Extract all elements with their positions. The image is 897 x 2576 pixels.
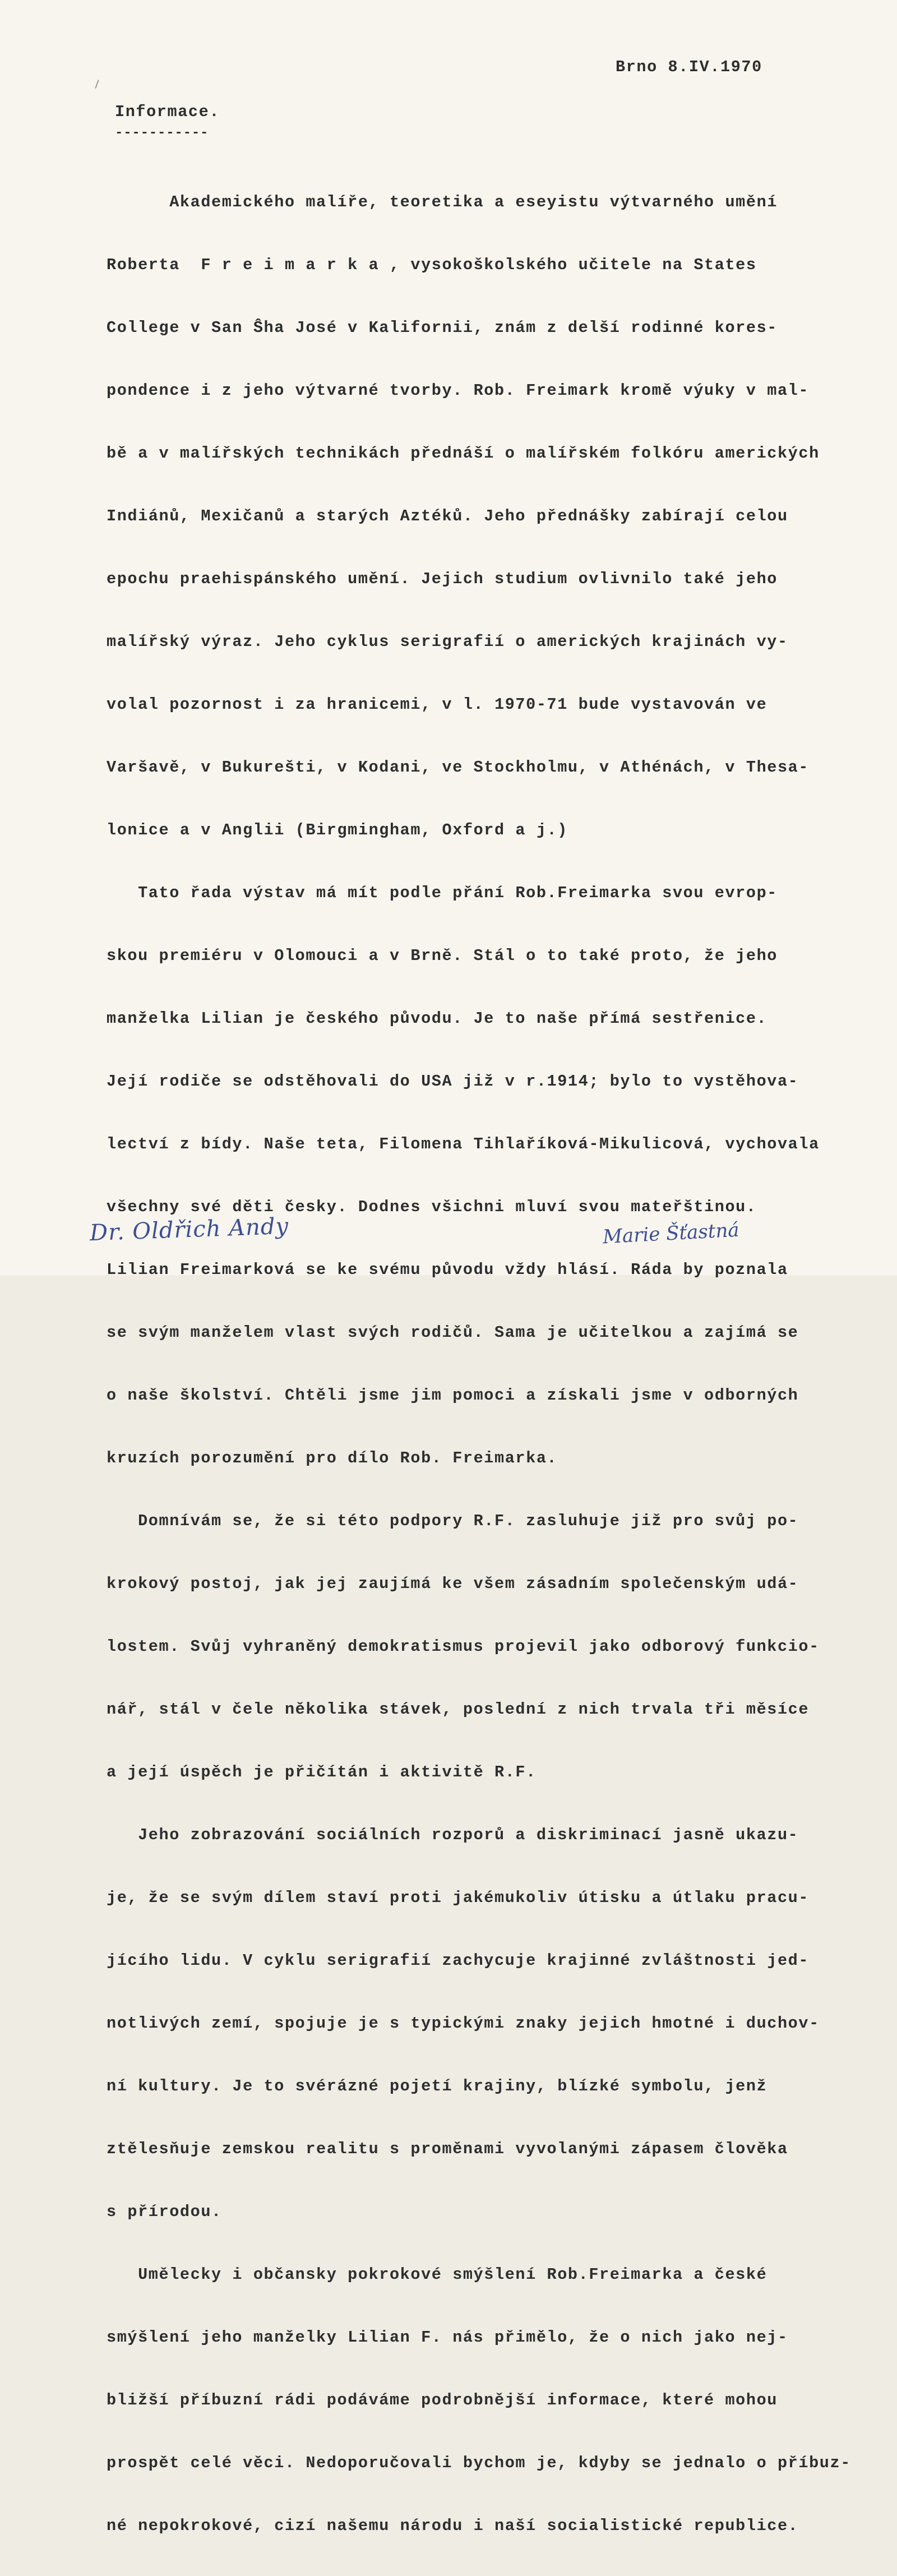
body-line: Umělecky i občansky pokrokové smýšlení Rob.Freimarka a české bbox=[107, 2265, 767, 2284]
body-line: a její úspěch je přičítán i aktivitě R.F. bbox=[107, 1763, 537, 1781]
body-line: ní kultury. Je to svérázné pojetí krajiny, blízké symbolu, jenž bbox=[107, 2077, 767, 2095]
body-line: volal pozornost i za hranicemi, v l. 1970-71 bude vystavován ve bbox=[107, 695, 767, 714]
body-line: krokový postoj, jak jej zaujímá ke všem zásadním společenským udá- bbox=[107, 1575, 799, 1593]
body-line: prospět celé věci. Nedoporučovali bychom je, kdyby se jednalo o příbuz- bbox=[107, 2454, 851, 2472]
body-line: Roberta F r e i m a r k a , vysokoškolského učitele na States bbox=[107, 256, 757, 274]
body-line: smýšlení jeho manželky Lilian F. nás přimělo, že o nich jako nej- bbox=[107, 2328, 788, 2347]
body-line: se svým manželem vlast svých rodičů. Sama je učitelkou a zajímá se bbox=[107, 1323, 799, 1342]
body-line: Jeho zobrazování sociálních rozporů a diskriminací jasně ukazu- bbox=[107, 1826, 799, 1844]
body-line: Akademického malíře, teoretika a eseyistu výtvarného umění bbox=[107, 193, 778, 211]
body-line: bě a v malířských technikách přednáší o malířském folkóru amerických bbox=[107, 444, 820, 463]
body-line: o naše školství. Chtěli jsme jim pomoci a získali jsme v odborných bbox=[107, 1386, 799, 1405]
body-line: skou premiéru v Olomouci a v Brně. Stál o to také proto, že jeho bbox=[107, 947, 778, 965]
body-line: notlivých zemí, spojuje je s typickými znaky jejich hmotné i duchov- bbox=[107, 2014, 820, 2033]
body-line: jícího lidu. V cyklu serigrafií zachycuje krajinné zvláštnosti jed- bbox=[107, 1951, 810, 1970]
body-line: lostem. Svůj vyhraněný demokratismus projevil jako odborový funkcio- bbox=[107, 1637, 820, 1656]
letter-date: Brno 8.IV.1970 bbox=[616, 58, 762, 76]
body-line: všechny své děti česky. Dodnes všichni mluví svou mateřštinou. bbox=[107, 1198, 757, 1216]
body-line: né nepokrokové, cizí našemu národu i naší socialistické republice. bbox=[107, 2517, 799, 2535]
letter-body bbox=[107, 153, 891, 2576]
body-line: epochu praehispánského umění. Jejich studium ovlivnilo také jeho bbox=[107, 570, 778, 588]
body-line: Lilian Freimarková se ke svému původu vždy hlásí. Ráda by poznala bbox=[107, 1261, 788, 1279]
body-line: s přírodou. bbox=[107, 2203, 222, 2221]
body-line: Tato řada výstav má mít podle přání Rob.Freimarka svou evrop- bbox=[107, 884, 778, 902]
signature-right: Marie Šťastná bbox=[602, 1218, 740, 1249]
body-line: ztělesňuje zemskou realitu s proměnami vyvolanými zápasem člověka bbox=[107, 2140, 788, 2158]
heading-underline: ----------- bbox=[115, 126, 209, 141]
body-line: bližší příbuzní rádi podáváme podrobnější informace, které mohou bbox=[107, 2391, 778, 2409]
body-line: Indiánů, Mexičanů a starých Aztéků. Jeho přednášky zabírají celou bbox=[107, 507, 788, 525]
pen-mark bbox=[95, 80, 99, 89]
body-line: nář, stál v čele několika stávek, poslední z nich trvala tři měsíce bbox=[107, 1700, 810, 1719]
body-line: Její rodiče se odstěhovali do USA již v r.1914; bylo to vystěhova- bbox=[107, 1072, 799, 1091]
body-line: College v San Ŝha José v Kalifornii, znám z delší rodinné kores- bbox=[107, 318, 778, 337]
signature-left: Dr. Oldřich Andy bbox=[89, 1213, 289, 1247]
body-line: kruzích porozumění pro dílo Rob. Freimarka. bbox=[107, 1449, 558, 1467]
body-line: manželka Lilian je českého původu. Je to naše přímá sestřenice. bbox=[107, 1009, 767, 1028]
body-line: lonice a v Anglii (Birgmingham, Oxford a j.) bbox=[107, 821, 568, 839]
body-line: Varšavě, v Bukurešti, v Kodani, ve Stockholmu, v Athénách, v Thesa- bbox=[107, 758, 810, 777]
body-line: Domnívám se, že si této podpory R.F. zasluhuje již pro svůj po- bbox=[107, 1512, 799, 1530]
body-line: malířský výraz. Jeho cyklus serigrafií o amerických krajinách vy- bbox=[107, 633, 788, 651]
body-line: pondence i z jeho výtvarné tvorby. Rob. Freimark kromě výuky v mal- bbox=[107, 381, 810, 400]
body-line: je, že se svým dílem staví proti jakémukoliv útisku a útlaku pracu- bbox=[107, 1889, 810, 1907]
body-line: lectví z bídy. Naše teta, Filomena Tihlaříková-Mikulicová, vychovala bbox=[107, 1135, 820, 1153]
letter-heading: Informace. bbox=[115, 103, 220, 121]
